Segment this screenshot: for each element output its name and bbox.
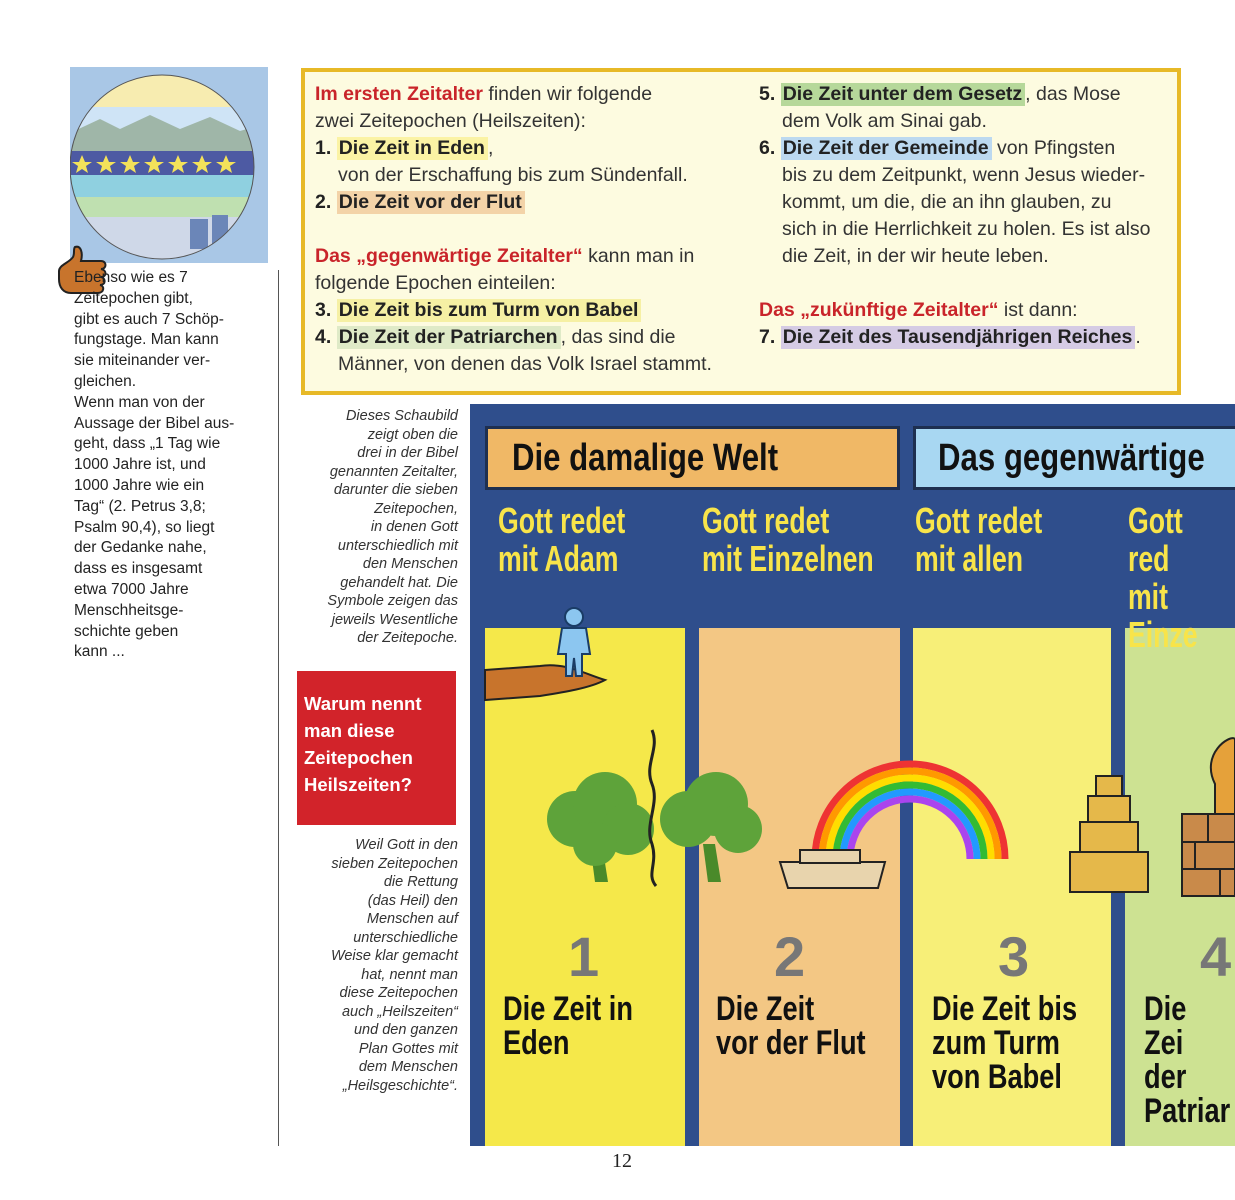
tree-icon <box>660 772 762 882</box>
epoch-7: 7. Die Zeit des Tausendjährigen Reiches . <box>759 326 1141 348</box>
present-age-line-2: folgende Epochen einteilen: <box>315 272 556 294</box>
serpent-icon <box>650 730 656 886</box>
epoch-number-3: 3 <box>998 925 1030 988</box>
gott-redet-4: Gott red mit Einze <box>1128 500 1198 655</box>
epoch-label-1: Die Zeit in Eden <box>503 990 633 1062</box>
chart-caption: Dieses Schaubild zeigt oben die drei in der Bibel genannten Zeitalter, darunter die sieben Zeitepochen, in denen Gott unterschiedlich mit den Menschen gehandelt hat. Die Symbole zeigen das jeweils Wesentliche der Zeitepoche. <box>327 408 458 646</box>
page-number: 12 <box>612 1150 632 1172</box>
tower-of-babel-icon <box>1070 776 1148 892</box>
epochs-summary-box <box>301 68 1181 395</box>
era-header-past: Die damalige Welt <box>485 426 900 490</box>
future-age-line: Das „zukünftige Zeitalter“ ist dann: <box>759 299 1078 321</box>
epoch-3: 3. Die Zeit bis zum Turm von Babel <box>315 297 641 323</box>
gott-redet-3: Gott redet mit allen <box>915 500 1043 579</box>
epoch-label-4: Die Zei der Patriar <box>1144 990 1231 1130</box>
epoch-number-1: 1 <box>568 925 600 988</box>
hand-with-adam-icon <box>485 608 605 700</box>
epoch-label-2: Die Zeit vor der Flut <box>716 990 866 1062</box>
question-box: Warum nennt man diese Zeitepochen Heilszeiten? <box>297 671 456 825</box>
epochs-chart <box>470 404 1235 1146</box>
first-age-line: Im ersten Zeitalter finden wir folgende <box>315 83 653 105</box>
epoch-1: 1. Die Zeit in Eden , <box>315 137 494 159</box>
creation-days-illustration <box>70 67 268 263</box>
epoch-4-desc: Männer, von denen das Volk Israel stammt. <box>338 353 712 375</box>
epoch-5-desc: dem Volk am Sinai gab. <box>782 110 987 132</box>
epoch-6: 6. Die Zeit der Gemeinde von Pfingsten <box>759 137 1116 159</box>
epoch-6-desc-1: bis zu dem Zeitpunkt, wenn Jesus wieder- <box>782 164 1146 186</box>
gott-redet-2: Gott redet mit Einzelnen <box>702 500 874 579</box>
epoch-4: 4. Die Zeit der Patriarchen , das sind die <box>315 326 676 348</box>
epoch-number-4: 4 <box>1200 925 1232 988</box>
answer-caption: Weil Gott in den sieben Zeitepochen die Rettung (das Heil) den Menschen auf unterschiedliche Weise klar gemacht hat, nennt man diese Zeitepochen auch „Heilszeiten“ und den ganzen Plan Gottes mit dem Menschen „Heilsgeschichte“. <box>330 837 458 1094</box>
rainbow-icon <box>815 764 1005 859</box>
epoch-1-desc: von der Erschaffung bis zum Sündenfall. <box>338 164 688 186</box>
column-divider <box>278 270 279 1146</box>
era-header-present: Das gegenwärtige <box>913 426 1235 490</box>
present-age-line: Das „gegenwärtige Zeitalter“ kann man in <box>315 245 695 267</box>
ark-icon <box>780 850 885 888</box>
epoch-6-desc-2: kommt, um die, die an ihn glauben, zu <box>782 191 1112 213</box>
epoch-6-desc-3: sich in die Herrlichkeit zu holen. Es ist also <box>782 218 1151 240</box>
tree-icon <box>547 772 654 882</box>
first-age-line-2: zwei Zeitepochen (Heilszeiten): <box>315 110 586 132</box>
epoch-label-3: Die Zeit bis zum Turm von Babel <box>932 990 1078 1096</box>
sidebar-intro-text: Ebenso wie es 7 Zeitepochen gibt, gibt es auch 7 Schöp- fungstage. Man kann sie miteinander ver- gleichen. Wenn man von der Aussage der Bibel aus- geht, dass „1 Tag wie 1000 Jahre ist, und 1000 Jahre wie ein Tag“ (2. Petrus 3,8; Psalm 90,4), so liegt der Gedanke nahe, dass es insgesamt etwa 7000 Jahre Menschheitsge- schichte geben kann ... <box>74 269 235 661</box>
epoch-2: 2. Die Zeit vor der Flut <box>315 189 525 215</box>
epoch-5: 5. Die Zeit unter dem Gesetz , das Mose <box>759 83 1121 105</box>
epoch-6-desc-4: die Zeit, in der wir heute leben. <box>782 245 1049 267</box>
epoch-number-2: 2 <box>774 925 806 988</box>
gott-redet-1: Gott redet mit Adam <box>498 500 626 579</box>
altar-fire-icon <box>1182 738 1235 896</box>
